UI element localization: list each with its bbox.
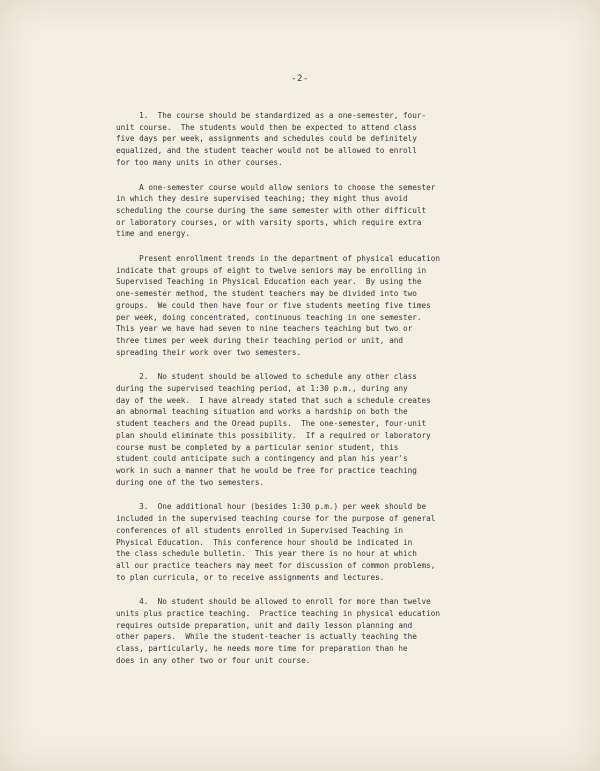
text-line: an abnormal teaching situation and works a hardship on both the [116,407,408,417]
text-line: to plan curricula, or to receive assignments and lectures. [116,572,385,582]
text-line: A one-semester course would allow seniors to choose the semester [116,182,436,192]
text-line: during the supervised teaching period, at 1:30 p.m., during any [116,384,408,394]
text-line: class, particularly, he needs more time for preparation than he [116,644,408,654]
text-line: 3. One additional hour (besides 1:30 p.m.) per week should be [116,502,427,512]
text-line: student teachers and the Oread pupils. The one-semester, four-unit [116,419,427,429]
paragraph [116,253,516,358]
text-line: unit course. The students would then be expected to attend class [116,122,417,132]
text-line: 4. No student should be allowed to enroll for more than twelve [116,597,431,607]
text-line: Present enrollment trends in the department of physical education [116,254,440,264]
document-body [116,110,516,680]
paragraph [116,371,516,488]
text-line: This year we have had seven to nine teachers teaching but two or [116,324,413,334]
paragraph [116,501,516,583]
text-line: work in such a manner that he would be free for practice teaching [116,465,417,475]
text-line: units plus practice teaching. Practice teaching in physical education [116,609,440,619]
text-line: day of the week. I have already stated that such a schedule creates [116,395,431,405]
text-line: Physical Education. This conference hour should be indicated in [116,537,413,547]
text-line: one-semester method, the student teachers may be divided into two [116,289,417,299]
text-line: groups. We could then have four or five students meeting five times [116,300,431,310]
text-line: conferences of all students enrolled in Supervised Teaching in [116,525,403,535]
text-line: plan should eliminate this possibility. If a required or laboratory [116,430,431,440]
text-line: other papers. While the student-teacher is actually teaching the [116,632,417,642]
text-line: equalized, and the student teacher would not be allowed to enroll [116,146,417,156]
paragraph [116,596,516,666]
paragraph [116,110,516,169]
text-line: the class schedule bulletin. This year there is no hour at which [116,549,417,559]
text-line: for too many units in other courses. [116,157,283,167]
text-line: indicate that groups of eight to twelve seniors may be enrolling in [116,265,427,275]
text-line: spreading their work over two semesters. [116,347,302,357]
text-line: three times per week during their teaching period or unit, and [116,335,403,345]
text-line: five days per week, assignments and schedules could be definitely [116,134,417,144]
text-line: course must be completed by a particular senior student, this [116,442,399,452]
text-line: during one of the two semesters. [116,477,265,487]
text-line: per week, doing concentrated, continuous teaching in one semester. [116,312,422,322]
text-line: all our practice teachers may meet for discussion of common problems, [116,560,436,570]
paragraph [116,182,516,241]
text-line: 1. The course should be standardized as a one-semester, four- [116,111,427,120]
text-line: or laboratory courses, or with varsity sports, which require extra [116,217,422,227]
text-line: in which they desire supervised teaching; they might thus avoid [116,194,408,204]
text-line: scheduling the course during the same semester with other difficult [116,205,427,215]
page-number: -2- [291,74,309,84]
text-line: included in the supervised teaching course for the purpose of general [116,514,436,524]
text-line: 2. No student should be allowed to schedule any other class [116,372,417,382]
text-line: time and energy. [116,229,191,239]
text-line: requires outside preparation, unit and daily lesson planning and [116,620,413,630]
text-line: Supervised Teaching in Physical Education each year. By using the [116,277,422,287]
text-line: does in any other two or four unit course. [116,655,311,665]
text-line: student could anticipate such a contingency and plan his year's [116,454,408,464]
